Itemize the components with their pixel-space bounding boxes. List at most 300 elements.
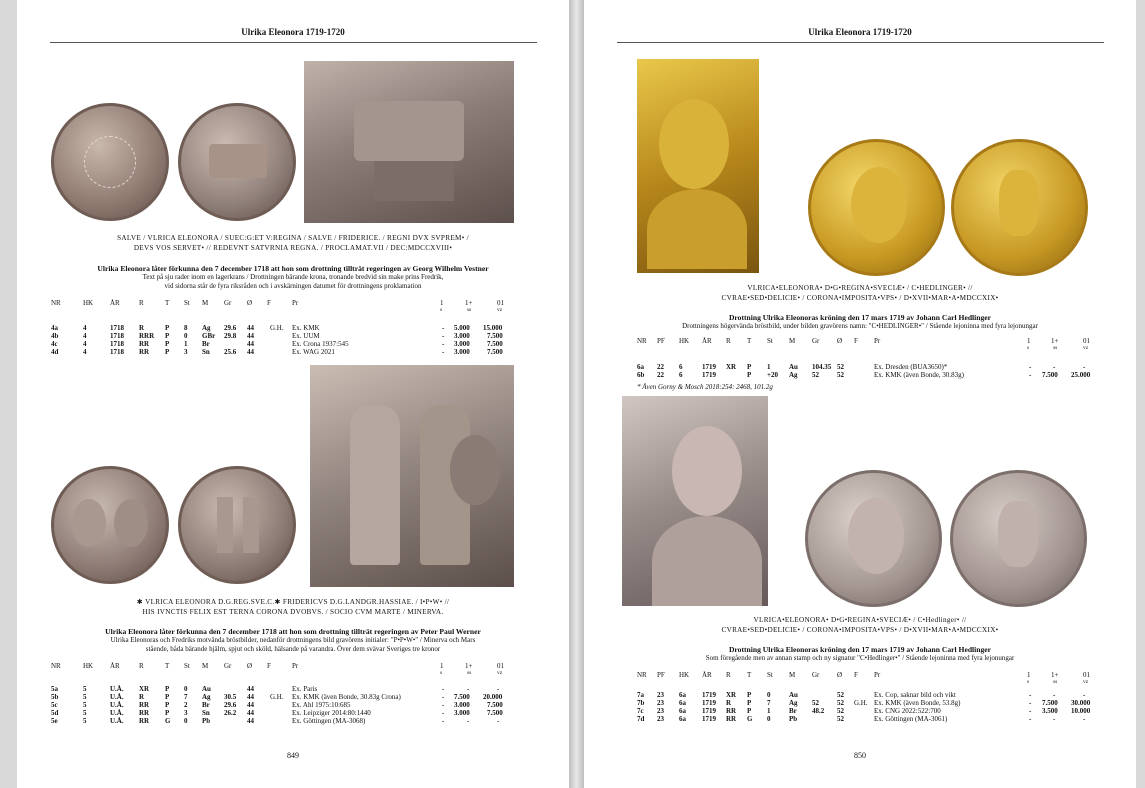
table-cell: P — [165, 701, 170, 709]
table-cell: - — [442, 709, 445, 717]
table-cell: Pr — [292, 662, 299, 670]
table-cell: - — [442, 693, 445, 701]
table-header — [51, 662, 531, 670]
table-row — [637, 691, 1097, 699]
medal-7-legend: VLRICA•ELEONORA• D•G•REGINA•SVECIÆ• / C•Hedlinger• // CVRAE•SED•DELICIE• / CORONA•IMPOSITA•VPS• / D•XVII•MAR•A•MDCCXIX• — [721, 616, 999, 634]
table-cell: R — [139, 299, 144, 307]
table-cell: 3 — [184, 348, 188, 356]
table-row — [637, 699, 1097, 707]
table-cell: 5 — [83, 685, 87, 693]
table-cell: 7d — [637, 715, 645, 723]
table-cell: Ex. Crona 1937:545 — [292, 340, 349, 348]
table-cell: 5 — [83, 709, 87, 717]
table-cell: P — [747, 691, 752, 699]
table-cell: ÅR — [702, 671, 712, 679]
table-cell: T — [747, 337, 752, 345]
table-cell: - — [442, 717, 445, 725]
page-title: Ulrika Eleonora 1719-1720 — [808, 27, 912, 37]
medal-6-footnote: * Även Gorny & Mosch 2018:254: 2468, 101.2g — [637, 383, 773, 391]
table-cell: 7c — [637, 707, 644, 715]
table-cell: 0 — [184, 685, 188, 693]
medal-7-heading: Drottning Ulrika Eleonoras kröning den 17 mars 1719 av Johann Carl Hedlinger — [728, 645, 992, 654]
table-cell: - — [1083, 363, 1086, 371]
table-cell: 6 — [679, 363, 683, 371]
table-cell: 1719 — [702, 707, 716, 715]
table-cell: Pr — [292, 299, 299, 307]
table-cell: 30.000 — [1071, 699, 1091, 707]
table-cell: Ag — [789, 699, 798, 707]
table-cell: 5 — [83, 701, 87, 709]
table-cell: 1718 — [110, 324, 124, 332]
table-cell: Ex. KMK — [292, 324, 320, 332]
table-cell: G — [747, 715, 753, 723]
table-cell: F — [267, 662, 271, 670]
table-cell: ss — [467, 670, 472, 676]
table-cell: 6a — [679, 707, 686, 715]
table-cell: Sn — [202, 709, 210, 717]
table-cell: 1 — [1027, 671, 1031, 679]
table-subheader — [51, 307, 531, 315]
table-cell: 8 — [184, 324, 188, 332]
table-cell: - — [1083, 691, 1086, 699]
table-cell: s — [440, 670, 443, 676]
table-cell: 4 — [83, 348, 87, 356]
table-cell: 7 — [767, 699, 771, 707]
table-cell: Ag — [789, 371, 798, 379]
table-cell: R — [139, 662, 144, 670]
table-cell: Ex. UUM — [292, 332, 320, 340]
table-cell: 1+ — [1051, 671, 1059, 679]
table-cell: P — [165, 324, 170, 332]
table-cell: 1 — [767, 707, 771, 715]
table-cell: St — [767, 671, 773, 679]
table-cell: 1718 — [110, 340, 124, 348]
table-cell: - — [442, 348, 445, 356]
table-cell: RRR — [139, 332, 155, 340]
table-cell: HK — [679, 337, 690, 345]
medal-5-legend: ✱ VLRICA ELEONORA D.G.REG.SVE.C.✱ FRIDERICVS D.G.LANDGR.HASSIAE. / I•P•W• // HIS IVNCTIS FELIX EST TERNA CORONA DVOBVS. / SOCIO CVM MARTE / MINERVA. — [136, 598, 450, 616]
table-cell: Ex. Cop, saknar bild och vikt — [874, 691, 956, 699]
table-cell: Ex. Göttingen (MA-3061) — [874, 715, 948, 723]
table-cell: NR — [637, 337, 647, 345]
page-title: Ulrika Eleonora 1719-1720 — [241, 27, 345, 37]
table-cell: NR — [637, 671, 647, 679]
table-cell: 0 — [184, 332, 188, 340]
table-cell: 10.000 — [1071, 707, 1091, 715]
table-cell: F — [854, 671, 858, 679]
table-cell: Ag — [202, 693, 211, 701]
table-cell: 7.500 — [1042, 699, 1058, 707]
table-cell: 5 — [83, 693, 87, 701]
table-cell: 3.000 — [454, 701, 470, 709]
table-cell: 44 — [247, 332, 254, 340]
table-cell: U.Å. — [110, 701, 124, 709]
table-cell: - — [1029, 699, 1032, 707]
table-cell: Ex. Göttingen (MA-3068) — [292, 717, 366, 725]
table-row — [51, 685, 531, 693]
medal-7-reverse-image — [950, 470, 1087, 607]
table-cell: U.Å. — [110, 693, 124, 701]
table-cell: 6a — [679, 715, 686, 723]
table-cell: Au — [202, 685, 211, 693]
table-cell: vz — [497, 670, 503, 676]
table-subheader — [637, 345, 1097, 353]
table-cell: 44 — [247, 324, 254, 332]
medal-4-obverse-image — [51, 103, 169, 221]
table-cell: 44 — [247, 717, 254, 725]
table-cell: - — [442, 324, 445, 332]
table-cell: RR — [139, 717, 150, 725]
table-cell: P — [747, 707, 752, 715]
table-cell: St — [184, 662, 190, 670]
table-cell: 1 — [440, 299, 444, 307]
table-cell: PF — [657, 337, 665, 345]
table-cell: 5.000 — [454, 324, 470, 332]
table-cell: 7.500 — [454, 693, 470, 701]
table-cell: Ex. KMK (även Bonde, 30.83g Crona) — [292, 693, 401, 701]
table-cell: RR — [139, 709, 150, 717]
table-cell: s — [1027, 345, 1030, 351]
table-cell: 4c — [51, 340, 58, 348]
table-cell: - — [442, 340, 445, 348]
table-cell: 7b — [637, 699, 645, 707]
table-cell: 44 — [247, 340, 254, 348]
table-cell: 3.500 — [1042, 707, 1058, 715]
table-cell: G.H. — [854, 699, 868, 707]
table-cell: - — [1029, 691, 1032, 699]
table-cell: 4 — [83, 324, 87, 332]
table-cell: T — [747, 671, 752, 679]
table-cell: XR — [139, 685, 150, 693]
table-row — [51, 340, 531, 348]
table-row — [637, 715, 1097, 723]
medal-6-obverse-image — [808, 139, 945, 276]
table-cell: ss — [1053, 679, 1058, 685]
table-row — [51, 701, 531, 709]
table-row — [51, 332, 531, 340]
table-row — [637, 707, 1097, 715]
table-cell: - — [497, 717, 500, 725]
table-cell: 1719 — [702, 699, 716, 707]
table-row — [51, 348, 531, 356]
table-row — [51, 709, 531, 717]
table-cell: +20 — [767, 371, 778, 379]
table-cell: 52 — [837, 707, 844, 715]
table-cell: 23 — [657, 691, 664, 699]
table-cell: vz — [1083, 345, 1089, 351]
table-cell: 29.6 — [224, 701, 237, 709]
table-cell: Au — [789, 691, 798, 699]
table-cell: 5 — [83, 717, 87, 725]
table-cell: 3 — [184, 709, 188, 717]
table-cell: 1+ — [465, 662, 473, 670]
table-cell: Ex. Ahl 1975:10:685 — [292, 701, 351, 709]
table-cell: Pr — [874, 671, 881, 679]
table-cell: RR — [726, 707, 737, 715]
table-cell: U.Å. — [110, 709, 124, 717]
table-cell: 1+ — [465, 299, 473, 307]
table-cell: PF — [657, 671, 665, 679]
medal-6-obverse-detail-image — [637, 59, 759, 273]
table-cell: Ø — [247, 299, 253, 307]
table-cell: vz — [1083, 679, 1089, 685]
medal-7-obverse-image — [805, 470, 942, 607]
table-cell: 7a — [637, 691, 644, 699]
table-cell: Pb — [202, 717, 211, 725]
table-cell: 1718 — [110, 332, 124, 340]
table-cell: 3.000 — [454, 348, 470, 356]
table-cell: Ex. KMK (även Bonde, 53.8g) — [874, 699, 961, 707]
table-cell: 0 — [184, 717, 188, 725]
table-cell: 1 — [767, 363, 771, 371]
table-cell: - — [1029, 363, 1032, 371]
table-cell: Pr — [874, 337, 881, 345]
medal-7-table — [637, 671, 1097, 723]
table-cell: R — [139, 693, 145, 701]
medal-4-table — [51, 299, 531, 356]
table-cell: RR — [139, 701, 150, 709]
table-cell: 6b — [637, 371, 645, 379]
table-cell: T — [165, 662, 170, 670]
table-cell: 52 — [837, 691, 844, 699]
table-cell: Ø — [247, 662, 253, 670]
table-cell: 0 — [767, 691, 771, 699]
table-cell: 1719 — [702, 363, 716, 371]
table-cell: - — [442, 685, 445, 693]
table-cell: XR — [726, 363, 737, 371]
table-subheader — [51, 670, 531, 678]
medal-5-obverse-image — [51, 466, 169, 584]
table-cell: 48.2 — [812, 707, 825, 715]
table-cell: 4a — [51, 324, 58, 332]
table-cell: - — [1083, 715, 1086, 723]
table-cell: Ex. Leipziger 2014:80:1440 — [292, 709, 371, 717]
table-cell: Gr — [812, 337, 820, 345]
table-cell: 5c — [51, 701, 58, 709]
table-cell: 23 — [657, 699, 664, 707]
table-cell: 26.2 — [224, 709, 237, 717]
table-cell: 0 — [767, 715, 771, 723]
table-cell: - — [1029, 371, 1032, 379]
table-cell: NR — [51, 662, 61, 670]
table-cell: 52 — [837, 699, 844, 707]
table-row — [51, 324, 531, 332]
table-cell: 1719 — [702, 691, 716, 699]
table-cell: G.H. — [270, 693, 284, 701]
table-cell: P — [747, 363, 752, 371]
table-cell: - — [1029, 715, 1032, 723]
table-cell: XR — [726, 691, 737, 699]
medal-6-description: Drottningens högervända bröstbild, under bilden gravörens namn: "C•HEDLINGER•" / Stående lejoninna med fyra lejonungar — [682, 322, 1038, 330]
table-cell: 23 — [657, 715, 664, 723]
medal-4-legend: SALVE / VLRICA ELEONORA / SUEC:G:ET V:REGINA / SALVE / FRIDERICE. / REGNI DVX SVPREM• / DEVS VOS SERVET• // REDEVNT SATVRNIA REGNA. / PROCLAMAT.VII / DEC:MDCCXVIII• — [117, 234, 469, 252]
table-cell: M — [202, 299, 209, 307]
table-cell: R — [139, 324, 145, 332]
table-cell: 30.5 — [224, 693, 237, 701]
table-cell: s — [440, 307, 443, 313]
table-cell: P — [747, 371, 752, 379]
table-cell: ss — [1053, 345, 1058, 351]
table-cell: vz — [497, 307, 503, 313]
table-cell: - — [497, 685, 500, 693]
table-cell: ss — [467, 307, 472, 313]
table-cell: 4b — [51, 332, 59, 340]
table-cell: 1 — [440, 662, 444, 670]
table-cell: ÅR — [110, 299, 120, 307]
table-cell: P — [165, 348, 170, 356]
table-cell: 25.6 — [224, 348, 237, 356]
table-cell: s — [1027, 679, 1030, 685]
table-cell: Gr — [812, 671, 820, 679]
table-cell: P — [165, 685, 170, 693]
table-cell: 7.500 — [487, 340, 503, 348]
table-cell: 6 — [679, 371, 683, 379]
table-cell: F — [267, 299, 271, 307]
medal-6-reverse-image — [951, 139, 1088, 276]
table-row — [637, 371, 1097, 379]
table-cell: 1719 — [702, 715, 716, 723]
table-cell: 5b — [51, 693, 59, 701]
table-cell: 1 — [1027, 337, 1031, 345]
table-cell: P — [747, 699, 752, 707]
medal-6-heading: Drottning Ulrika Eleonoras kröning den 17 mars 1719 av Johann Carl Hedlinger — [728, 313, 992, 322]
header-rule — [50, 42, 537, 43]
table-cell: G — [165, 717, 171, 725]
table-cell: U.Å. — [110, 717, 124, 725]
page-850 — [584, 0, 1136, 788]
medal-4-description: Text på sju rader inom en lagerkrans / Drottningen bärande krona, tronande bredvid sin make prins Fredrik, vid sidorna står de fyra riksråden och i avskärningen datumet för drottningens proklamation — [142, 273, 444, 290]
table-cell: Gr — [224, 299, 232, 307]
table-cell: 29.6 — [224, 324, 237, 332]
table-cell: - — [467, 717, 470, 725]
table-row — [637, 363, 1097, 371]
table-cell: Ex. WAG 2021 — [292, 348, 335, 356]
table-cell: 3.000 — [454, 332, 470, 340]
table-cell: 52 — [812, 699, 819, 707]
page-number: 850 — [854, 751, 866, 760]
table-cell: Ex. Paris — [292, 685, 318, 693]
table-cell: 22 — [657, 363, 664, 371]
table-cell: 44 — [247, 693, 254, 701]
table-cell: HK — [83, 662, 94, 670]
table-cell: P — [165, 709, 170, 717]
table-cell: R — [726, 671, 731, 679]
table-cell: 52 — [837, 363, 844, 371]
medal-4-heading: Ulrika Eleonora låter förkunna den 7 december 1718 att hon som drottning tillträt regeringen av Georg Wilhelm Vestner — [97, 264, 489, 273]
table-cell: 104.35 — [812, 363, 832, 371]
table-cell: Ex. CNG 2022:522:700 — [874, 707, 941, 715]
table-cell: 5d — [51, 709, 59, 717]
table-cell: 25.000 — [1071, 371, 1091, 379]
table-cell: - — [1053, 715, 1056, 723]
table-cell: GBr — [202, 332, 216, 340]
table-cell: 01 — [1083, 337, 1090, 345]
table-cell: 52 — [837, 715, 844, 723]
table-cell: Ø — [837, 337, 843, 345]
table-cell: Ag — [202, 324, 211, 332]
table-cell: 7 — [184, 693, 188, 701]
table-cell: Gr — [224, 662, 232, 670]
table-cell: Ø — [837, 671, 843, 679]
table-cell: 1718 — [110, 348, 124, 356]
table-cell: 01 — [497, 662, 504, 670]
table-cell: 22 — [657, 371, 664, 379]
medal-5-table — [51, 662, 531, 725]
table-cell: 15.000 — [483, 324, 503, 332]
table-cell: M — [789, 671, 796, 679]
page-849 — [17, 0, 569, 788]
table-cell: 44 — [247, 685, 254, 693]
table-cell: 4 — [83, 340, 87, 348]
table-cell: P — [165, 693, 170, 701]
table-cell: - — [1029, 707, 1032, 715]
table-cell: 3.000 — [454, 709, 470, 717]
table-cell: 7.500 — [487, 348, 503, 356]
table-cell: Br — [202, 701, 210, 709]
table-cell: 4 — [83, 332, 87, 340]
table-cell: 6a — [679, 691, 686, 699]
table-cell: 01 — [497, 299, 504, 307]
table-cell: - — [1053, 363, 1056, 371]
table-cell: M — [202, 662, 209, 670]
medal-5-heading: Ulrika Eleonora låter förkunna den 7 december 1718 att hon som drottning tillträt regeringen av Peter Paul Werner — [105, 627, 481, 636]
table-cell: 01 — [1083, 671, 1090, 679]
table-cell: ÅR — [702, 337, 712, 345]
table-cell: - — [467, 685, 470, 693]
table-row — [51, 717, 531, 725]
table-header — [637, 337, 1097, 345]
table-cell: St — [767, 337, 773, 345]
table-cell: 29.8 — [224, 332, 237, 340]
table-cell: Ex. Dresden (BUA3650)* — [874, 363, 948, 371]
table-cell: RR — [726, 715, 737, 723]
table-cell: HK — [679, 671, 690, 679]
table-cell: St — [184, 299, 190, 307]
table-cell: RR — [139, 340, 150, 348]
medal-7-description: Som föregående men av annan stamp och ny signatur "C•Hedlinger•" / Stående lejoninna med fyra lejonungar — [705, 654, 1015, 662]
table-cell: 6a — [637, 363, 644, 371]
table-cell: 20.000 — [483, 693, 503, 701]
table-cell: 44 — [247, 709, 254, 717]
table-row — [51, 693, 531, 701]
table-cell: ÅR — [110, 662, 120, 670]
table-cell: R — [726, 699, 732, 707]
table-cell: Sn — [202, 348, 210, 356]
table-header — [637, 671, 1097, 679]
table-cell: 2 — [184, 701, 188, 709]
table-cell: 44 — [247, 348, 254, 356]
table-cell: 5e — [51, 717, 58, 725]
table-cell: 1 — [184, 340, 188, 348]
table-cell: G.H. — [270, 324, 284, 332]
medal-4-reverse-detail-image — [304, 61, 514, 223]
table-cell: 23 — [657, 707, 664, 715]
table-cell: NR — [51, 299, 61, 307]
table-cell: Pb — [789, 715, 798, 723]
table-cell: 52 — [812, 371, 819, 379]
table-cell: RR — [139, 348, 150, 356]
medal-5-reverse-image — [178, 466, 296, 584]
page-gutter — [569, 0, 584, 788]
medal-6-legend: VLRICA•ELEONORA• D•G•REGINA•SVECIÆ• / C•HEDLINGER• // CVRAE•SED•DELICIE• / CORONA•IMPOSITA•VPS• / D•XVII•MAR•A•MDCCXIX• — [721, 284, 999, 302]
table-cell: 52 — [837, 371, 844, 379]
table-cell: - — [442, 332, 445, 340]
page-number: 849 — [287, 751, 299, 760]
table-cell: P — [165, 340, 170, 348]
table-cell: 44 — [247, 701, 254, 709]
table-cell: 1+ — [1051, 337, 1059, 345]
table-cell: U.Å. — [110, 685, 124, 693]
